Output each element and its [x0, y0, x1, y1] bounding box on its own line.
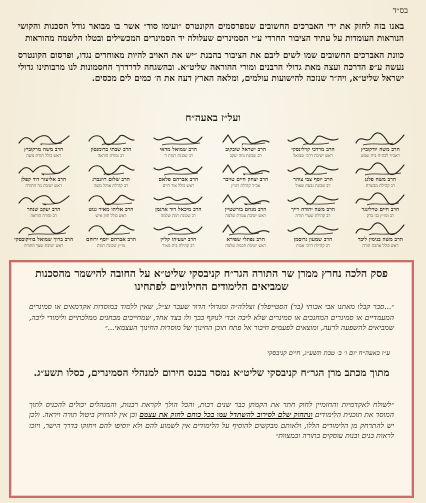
- decree-quote: ״...סבר קבלו מאתנו אבי אבותי (בר) הסטייפלר) זצללה״ה ומגדולי הדור שעבר זצ״ל, שאין ללמוד במוסדות אקדמאים או סמינרים המעמדיים או סמינרים המחנכים או סמינרים שלא ליבה וכד׳ לנוקף בכך ולו בצד אחד, שמחייבים מבחנים ממלכתיים ולימודי ליבה, שמביאים להשפעה לרעה, ומוצאים לפעמים חיבור אל פתח תוכן החינוך של מוסדות החינוך העצמאי...״: [29, 302, 394, 333]
- signature-entry: [145, 220, 212, 250]
- signature-entry: [279, 130, 346, 160]
- signatory-title: ראש כולל אהבת תורה: [362, 243, 399, 248]
- signatory-title: מו״ץ שכונת רמות: [96, 243, 126, 248]
- signatory-name: הרב שמואל מדאי: [159, 147, 197, 153]
- handwritten-signature-icon: [151, 131, 205, 147]
- signatory-title: רב שכונת רמות ד׳: [163, 153, 193, 158]
- signatory-name: הרב חיים טרלינגר: [361, 207, 400, 213]
- signature-entry: [145, 190, 212, 220]
- handwritten-signature-icon: [353, 161, 407, 177]
- signature-entry: [212, 130, 279, 160]
- handwritten-signature-icon: [219, 191, 273, 207]
- signatory-name: הרב משה בנימין ליבר: [357, 237, 403, 243]
- signatory-title: רב קהילת דרכי אבות: [296, 243, 330, 248]
- handwritten-signature-icon: [286, 221, 340, 237]
- decree-attribution: ע״ז באעה״ח יום ו׳ ב׳ טבת תשע״ג, חיים קניבסקי: [267, 349, 390, 357]
- signatory-name: הרב ישעיהו קליין: [160, 237, 197, 243]
- handwritten-signature-icon: [219, 131, 273, 147]
- signatory-title: ראב״ד לכה״ח בית שמש: [360, 153, 400, 158]
- handwritten-signature-icon: [84, 221, 138, 237]
- signatory-name: הרב נפתלי שפירא: [226, 237, 265, 243]
- signature-entry: [347, 130, 414, 160]
- signatory-title: רב קהילת שערי תורה: [295, 213, 331, 218]
- signature-entry: [145, 160, 212, 190]
- signatory-name: הרב שבתי ברומנסון: [90, 147, 132, 153]
- signature-entry: [77, 220, 144, 250]
- signatory-title: רב שכונת נווה יעקב: [229, 153, 262, 158]
- signatory-name: הרב שמעון גרוסמן: [293, 237, 333, 243]
- handwritten-signature-icon: [84, 191, 138, 207]
- handwritten-signature-icon: [286, 131, 340, 147]
- decree-box: [9, 260, 414, 498]
- signature-entry: [347, 160, 414, 190]
- signatory-title: רב ומורה הוראה: [97, 153, 125, 158]
- intro-text: [18, 22, 404, 92]
- signatory-title: רב ומו״ץ בני ברק: [366, 213, 394, 218]
- signatory-title: ראש כולל אור חיים: [162, 183, 195, 188]
- signature-entry: [279, 220, 346, 250]
- signatory-name: הרב אברהם יוסף ירוחם: [86, 237, 136, 243]
- handwritten-signature-icon: [17, 191, 71, 207]
- signature-entry: [347, 190, 414, 220]
- signatory-title: רב קהילת מבשרת: [365, 183, 395, 188]
- handwritten-signature-icon: [17, 131, 71, 147]
- handwritten-signature-icon: [151, 221, 205, 237]
- signature-entry: [77, 190, 144, 220]
- signatory-name: הרב משה יהודה רייך: [291, 207, 335, 213]
- signatory-name: הרב יוסף צבי צוהר: [293, 177, 333, 183]
- letter-text-part: וכן אין להחזיק ביטול תורה ויראה. ולכן יש להתרחק מן הלימודים הללו, ולאותם מבקשים להוסיף על הלימודים אין לשמוע להם ולא יוסיפו להם ויחזקו בדרך הישר, ויזכו לראות בנים ובנות עוסקים בתורה ובמצוות״: [29, 410, 394, 441]
- signatory-title: ראש כולל חזון איש: [95, 213, 127, 218]
- handwritten-signature-icon: [353, 221, 407, 237]
- letter-highlight: ונתחזק שלם לסירוב להשתדל עמו בכל כוחם לחזק את עצמם: [139, 410, 313, 420]
- signature-entry: [212, 220, 279, 250]
- signatory-title: ראש ישיבת דרכי שמואל: [293, 153, 333, 158]
- signoff-line: ועל״ז באעה״ח: [185, 113, 241, 124]
- intro-paragraph: כוונת האברכים החשובים שמו לשים ליבם את הציבור בהבנת ״יש את האויב להיות מאוחדים נגדו, ופרסום הקונטרס נעשה ע״פ הדרכה ועצה מאת גדולי הרבנים ומורי ההוראה שליט״א. ובהשגחה לדרדרך החסמונות לנו מרבותינו גדולי ישראל שליט״א, ויה״ר שנזכה להישועות עולמים, ומלאה הארץ דעה את ה׳ כמים לים מכסים.: [18, 51, 404, 85]
- signatory-name: הרב אליעזר דוד קפלן: [21, 177, 67, 183]
- signatory-name: הרב שלום רוזנברג: [92, 177, 130, 183]
- handwritten-signature-icon: [17, 161, 71, 177]
- handwritten-signature-icon: [353, 191, 407, 207]
- letter-text-part: ״לשולח לאקדמיות והחזמיין לחוק חתר את הקמתן כבר שנים רבות, והכל הולך לקראת רבנות, והמנהלים יכולים להכניס לתוך המוסד את תוכנית הלימודים: [29, 400, 394, 420]
- signature-entry: [279, 190, 346, 220]
- signature-entry: [212, 160, 279, 190]
- signatory-name: הרב מיכאל דוד ארגמן: [155, 207, 202, 213]
- signatory-name: הרב מרדכי קרלינסקי: [291, 147, 335, 153]
- signatory-title: ראש ישיבת שער התורה: [24, 243, 64, 248]
- decree-heading: פסק הלכה נחרץ ממרן שר התורה הגר״ח קניבסקי שליט״א על החובה להישמר מהסכנות שמביאים הלימודים החילוניים לפתחינו: [35, 268, 388, 293]
- signatory-title: אב״ד קהילת ויזניץ: [231, 183, 261, 188]
- intro-paragraph: באנו בזה לחזק את ידי האברכים החשובים שמפרסמים הקונטרס ״ועימו סוד״ אשר בו מבואר גודל הסכנות והקושי הנוראות העומדות על עתיד הציבור החרדי ע״י הסמינרים שעלולה יד הסמינרים המכשילים ובטלו הלשמה מהוראות: [18, 22, 404, 44]
- signatory-name: הרב מנחם בורשטיין: [224, 207, 267, 213]
- signatory-title: רב שכונת רמת שלמה: [160, 213, 196, 218]
- signature-entry: [212, 190, 279, 220]
- signatory-name: הרב אליהו מאיר גנוט: [88, 207, 134, 213]
- signature-entry: [10, 220, 77, 250]
- letter-text: [29, 400, 394, 442]
- signature-entry: [10, 190, 77, 220]
- signatory-name: הרב משה מרקוביץ: [24, 147, 64, 153]
- handwritten-signature-icon: [353, 131, 407, 147]
- signature-entry: [10, 130, 77, 160]
- bsd-mark: בס״ד: [392, 6, 408, 15]
- handwritten-signature-icon: [219, 221, 273, 237]
- signature-entry: [347, 220, 414, 250]
- handwritten-signature-icon: [17, 221, 71, 237]
- signatory-name: הרב אברהם פלאם: [158, 177, 199, 183]
- handwritten-signature-icon: [286, 191, 340, 207]
- signature-entry: [77, 130, 144, 160]
- signature-entry: [10, 160, 77, 190]
- signatory-name: הרב ישראל שובקוב: [225, 147, 266, 153]
- handwritten-signature-icon: [84, 131, 138, 147]
- signature-entry: [77, 160, 144, 190]
- signatory-title: רב קהילת אוהל משה: [93, 183, 129, 188]
- letter-heading: מתוך מכתב מרן הגר״ח קניבסקי שליט״א נמסר בכנס חירום למנהלי הסמינרים, כסלו תשע״ג.: [33, 368, 390, 379]
- signatory-title: ראש ישיבת חכמת שלמה: [225, 243, 266, 248]
- signatory-name: הרב משה פלגג: [364, 177, 396, 183]
- signatory-title: ראש ישיבת עטרת שלמה: [225, 213, 266, 218]
- signatory-title: רב שכונת גבעת שאול: [295, 183, 331, 188]
- handwritten-signature-icon: [151, 191, 205, 207]
- signature-entry: [145, 130, 212, 160]
- handwritten-signature-icon: [151, 161, 205, 177]
- signatory-name: הרב יעקב שנהר: [26, 207, 61, 213]
- signatory-title: ראש כולל תורת משה: [26, 153, 61, 158]
- signatory-name: הרב משה יודקוביץ: [360, 147, 400, 153]
- signatures-grid: [10, 130, 414, 250]
- handwritten-signature-icon: [84, 161, 138, 177]
- signature-entry: [279, 160, 346, 190]
- signatory-title: ראש ישיבת נזר התורה: [25, 183, 62, 188]
- signatory-title: רב קהילת בית מאיר: [162, 243, 195, 248]
- handwritten-signature-icon: [219, 161, 273, 177]
- signatory-name: הרב ברוך שמואל בוזיקובסקי: [14, 237, 74, 243]
- signatory-name: הרב יצחק חיים טויבר: [223, 177, 269, 183]
- handwritten-signature-icon: [286, 161, 340, 177]
- signatory-title: רב ומורה הוראה: [30, 213, 57, 218]
